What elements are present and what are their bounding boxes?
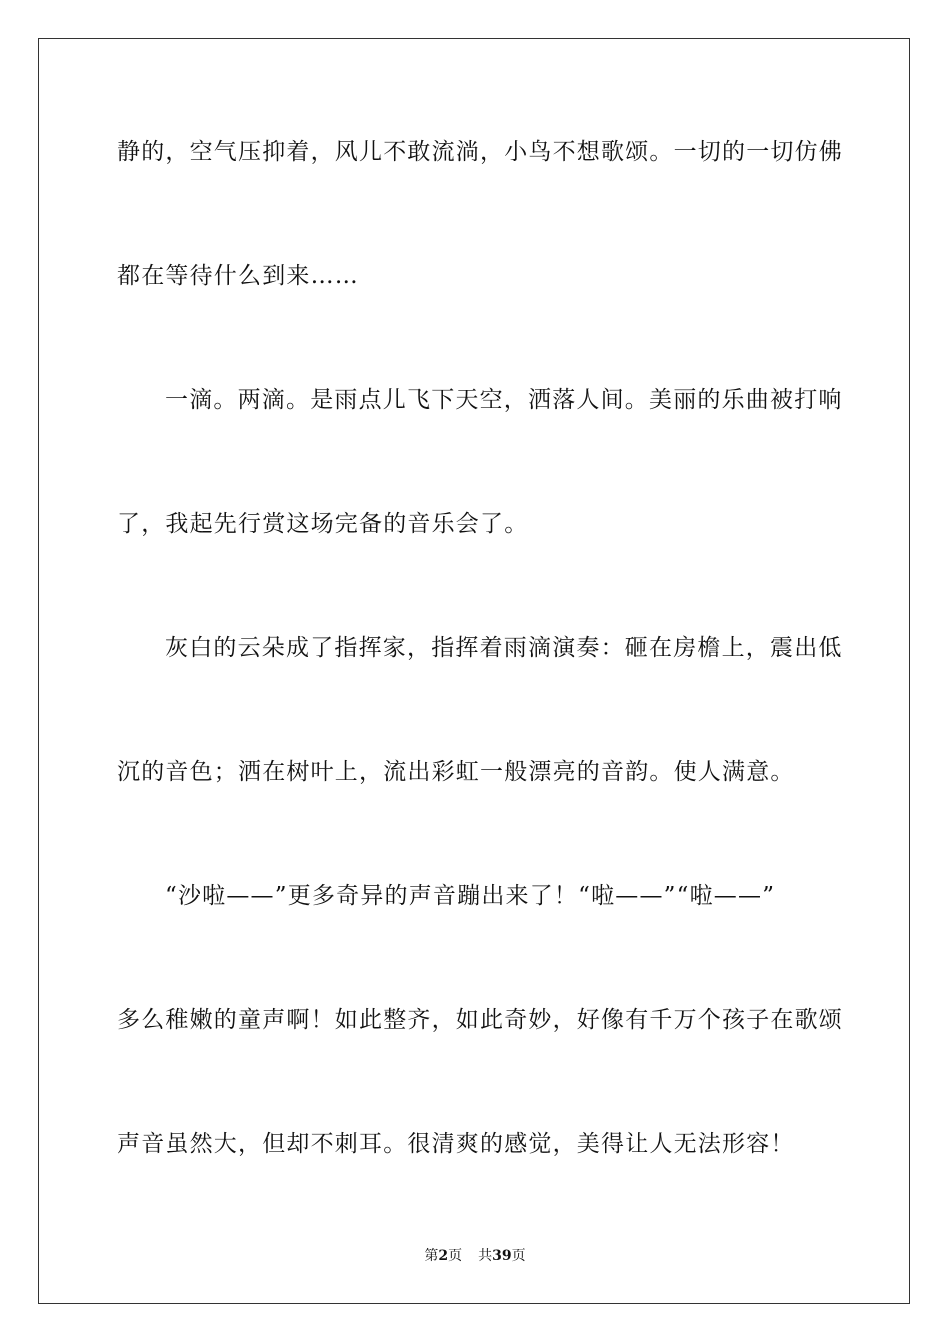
total-pages: 39 [492, 1248, 512, 1264]
page-footer [0, 1247, 950, 1265]
text-line-4: 了，我起先行赏这场完备的音乐会了。 [117, 511, 529, 537]
text-line-7: “沙啦——”更多奇异的声音蹦出来了！“啦——”“啦——” [165, 883, 776, 909]
total-prefix: 共 [478, 1248, 493, 1264]
text-line-8: 多么稚嫩的童声啊！如此整齐，如此奇妙，好像有千万个孩子在歌颂 [117, 1007, 843, 1033]
total-suffix: 页 [511, 1248, 526, 1264]
text-line-5: 灰白的云朵成了指挥家，指挥着雨滴演奏：砸在房檐上，震出低 [165, 635, 843, 661]
text-line-9: 声音虽然大，但却不刺耳。很清爽的感觉，美得让人无法形容！ [117, 1131, 795, 1157]
page-prefix: 第 [424, 1248, 439, 1264]
text-line-2: 都在等待什么到来…… [117, 263, 359, 289]
text-line-3: 一滴。两滴。是雨点儿飞下天空，洒落人间。美丽的乐曲被打响 [165, 387, 843, 413]
text-line-1: 静的，空气压抑着，风儿不敢流淌，小鸟不想歌颂。一切的一切仿佛 [117, 139, 843, 165]
text-line-6: 沉的音色；洒在树叶上，流出彩虹一般漂亮的音韵。使人满意。 [117, 759, 795, 785]
page-number: 2 [438, 1248, 449, 1264]
page-border [38, 38, 910, 1304]
page-suffix: 页 [448, 1248, 463, 1264]
